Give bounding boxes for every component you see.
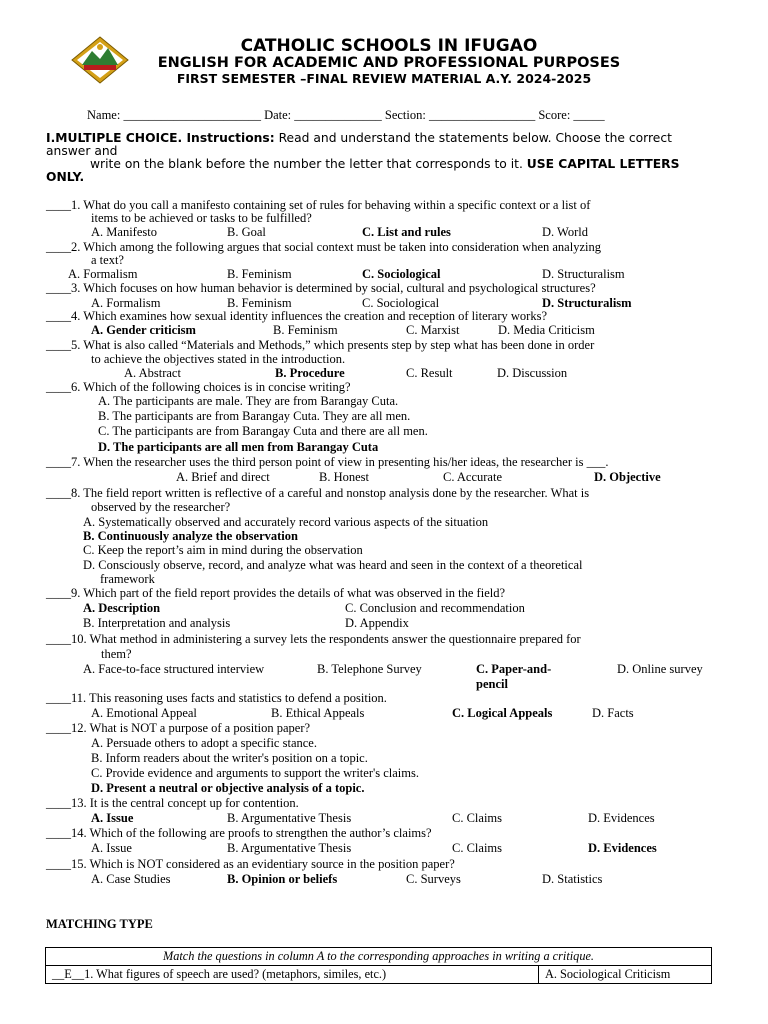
q1-option-a: A. Manifesto [91, 225, 157, 239]
table-row [46, 948, 712, 966]
q5-option-d: D. Discussion [497, 366, 568, 380]
instructions [46, 132, 716, 158]
q3-option-b: B. Feminism [227, 296, 292, 310]
q15-option-b: B. Opinion or beliefs [227, 872, 338, 886]
q14-option-d: D. Evidences [588, 841, 657, 855]
instructions-line-2 [46, 158, 716, 184]
question-10-cont: them? [101, 647, 132, 661]
question-6: ____6. Which of the following choices is in concise writing? [46, 380, 351, 394]
q15-option-a: A. Case Studies [91, 872, 171, 886]
question-9: ____9. Which part of the field report provides the details of what was observed in the field? [46, 586, 506, 600]
question-11: ____11. This reasoning uses facts and statistics to defend a position. [46, 691, 387, 705]
q10-option-b: B. Telephone Survey [317, 662, 422, 676]
question-1: ____1. What do you call a manifesto containing set of rules for behaving within a specific context or a list of [46, 198, 591, 212]
question-2: ____2. Which among the following argues that social context must be taken into consideration when analyzing [46, 240, 601, 254]
q12-option-d: D. Present a neutral or objective analysis of a topic. [91, 781, 365, 795]
q14-option-c: C. Claims [452, 841, 503, 855]
q8-option-b: B. Continuously analyze the observation [83, 529, 298, 543]
q11-option-c: C. Logical Appeals [452, 706, 553, 720]
q3-option-c: C. Sociological [362, 296, 440, 310]
q13-option-a: A. Issue [91, 811, 134, 825]
matching-table [45, 947, 712, 984]
subject-title: ENGLISH FOR ACADEMIC AND PROFESSIONAL PURPOSES [157, 55, 621, 71]
q3-option-d: D. Structuralism [542, 296, 632, 310]
instructions-part-b: write on the blank before the number the letter that corresponds to it. [90, 157, 527, 171]
matching-answer-a: A. Sociological Criticism [539, 966, 712, 984]
question-5-cont: to achieve the objectives stated in the introduction. [91, 352, 346, 366]
section1-heading: I.MULTIPLE CHOICE. Instructions: [46, 131, 275, 145]
q13-option-d: D. Evidences [588, 811, 655, 825]
q1-option-c: C. List and rules [362, 225, 451, 239]
school-name: CATHOLIC SCHOOLS IN IFUGAO [240, 36, 538, 56]
question-1-cont: items to be achieved or tasks to be fulfilled? [91, 211, 312, 225]
question-7: ____7. When the researcher uses the third person point of view in presenting his/her ideas, the researcher is ___. [46, 455, 609, 469]
q10-option-a: A. Face-to-face structured interview [83, 662, 265, 676]
question-10: ____10. What method in administering a survey lets the respondents answer the questionnaire prepared for [46, 632, 581, 646]
q10-option-c-cont: pencil [476, 677, 508, 691]
q7-option-d: D. Objective [594, 470, 661, 484]
q8-option-a: A. Systematically observed and accurately record various aspects of the situation [83, 515, 489, 529]
q6-option-c: C. The participants are from Barangay Cuta and there are all men. [98, 424, 428, 438]
q2-option-d: D. Structuralism [542, 267, 625, 281]
q8-option-c: C. Keep the report’s aim in mind during the observation [83, 543, 363, 557]
q13-option-c: C. Claims [452, 811, 503, 825]
q5-option-a: A. Abstract [124, 366, 181, 380]
q12-option-c: C. Provide evidence and arguments to support the writer's claims. [91, 766, 419, 780]
q7-option-a: A. Brief and direct [176, 470, 270, 484]
question-13: ____13. It is the central concept up for contention. [46, 796, 299, 810]
term-title: FIRST SEMESTER –FINAL REVIEW MATERIAL A.Y. 2024-2025 [176, 71, 592, 86]
question-5: ____5. What is also called “Materials and Methods,” which presents step by step what has been done in order [46, 338, 595, 352]
q4-option-d: D. Media Criticism [498, 323, 595, 337]
q14-option-b: B. Argumentative Thesis [227, 841, 352, 855]
q12-option-a: A. Persuade others to adopt a specific stance. [91, 736, 317, 750]
q4-option-b: B. Feminism [273, 323, 338, 337]
q6-option-d: D. The participants are all men from Barangay Cuta [98, 440, 379, 454]
q11-option-b: B. Ethical Appeals [271, 706, 365, 720]
q9-option-d: D. Appendix [345, 616, 409, 630]
matching-heading: MATCHING TYPE [46, 917, 153, 931]
q6-option-a: A. The participants are male. They are from Barangay Cuta. [98, 394, 399, 408]
matching-instruction: Match the questions in column A to the corresponding approaches in writing a critique. [46, 948, 712, 966]
q10-option-d: D. Online survey [617, 662, 703, 676]
q7-option-c: C. Accurate [443, 470, 503, 484]
q15-option-c: C. Surveys [406, 872, 461, 886]
q1-option-b: B. Goal [227, 225, 266, 239]
student-info-line: Name: ______________________ Date: ______________ Section: _________________ Score: _____ [87, 108, 605, 122]
q6-option-b: B. The participants are from Barangay Cuta. They are all men. [98, 409, 411, 423]
q1-option-d: D. World [542, 225, 588, 239]
q4-option-a: A. Gender criticism [91, 323, 196, 337]
q13-option-b: B. Argumentative Thesis [227, 811, 352, 825]
q4-option-c: C. Marxist [406, 323, 460, 337]
q8-option-d: D. Consciously observe, record, and analyze what was heard and seen in the context of a theoretical [83, 558, 583, 572]
question-3: ____3. Which focuses on how human behavior is determined by social, cultural and psychological structures? [46, 281, 596, 295]
instructions-part-a: Read and understand the statements below. Choose the correct answer and [46, 131, 672, 158]
q9-option-a: A. Description [83, 601, 161, 615]
question-8-cont: observed by the researcher? [91, 500, 231, 514]
question-12: ____12. What is NOT a purpose of a position paper? [46, 721, 311, 735]
q15-option-d: D. Statistics [542, 872, 603, 886]
matching-question-1: __E__1. What figures of speech are used? (metaphors, similes, etc.) [46, 966, 539, 984]
q3-option-a: A. Formalism [91, 296, 161, 310]
q5-option-c: C. Result [406, 366, 453, 380]
q12-option-b: B. Inform readers about the writer's position on a topic. [91, 751, 368, 765]
q14-option-a: A. Issue [91, 841, 132, 855]
q10-option-c: C. Paper-and- [476, 662, 552, 676]
q2-option-b: B. Feminism [227, 267, 292, 281]
q2-option-a: A. Formalism [68, 267, 138, 281]
question-4: ____4. Which examines how sexual identity influences the creation and reception of literary works? [46, 309, 547, 323]
q9-option-b: B. Interpretation and analysis [83, 616, 231, 630]
question-2-cont: a text? [91, 253, 124, 267]
q7-option-b: B. Honest [319, 470, 369, 484]
table-row [46, 966, 712, 984]
q11-option-d: D. Facts [592, 706, 634, 720]
question-15: ____15. Which is NOT considered as an evidentiary source in the position paper? [46, 857, 455, 871]
q9-option-c: C. Conclusion and recommendation [345, 601, 525, 615]
q2-option-c: C. Sociological [362, 267, 441, 281]
question-14: ____14. Which of the following are proofs to strengthen the author’s claims? [46, 826, 432, 840]
q5-option-b: B. Procedure [275, 366, 345, 380]
q8-option-d-cont: framework [100, 572, 155, 586]
question-8: ____8. The field report written is reflective of a careful and nonstop analysis done by the researcher. What is [46, 486, 590, 500]
instructions-part-c: USE CAPITAL LETTERS ONLY. [46, 157, 680, 184]
q11-option-a: A. Emotional Appeal [91, 706, 197, 720]
